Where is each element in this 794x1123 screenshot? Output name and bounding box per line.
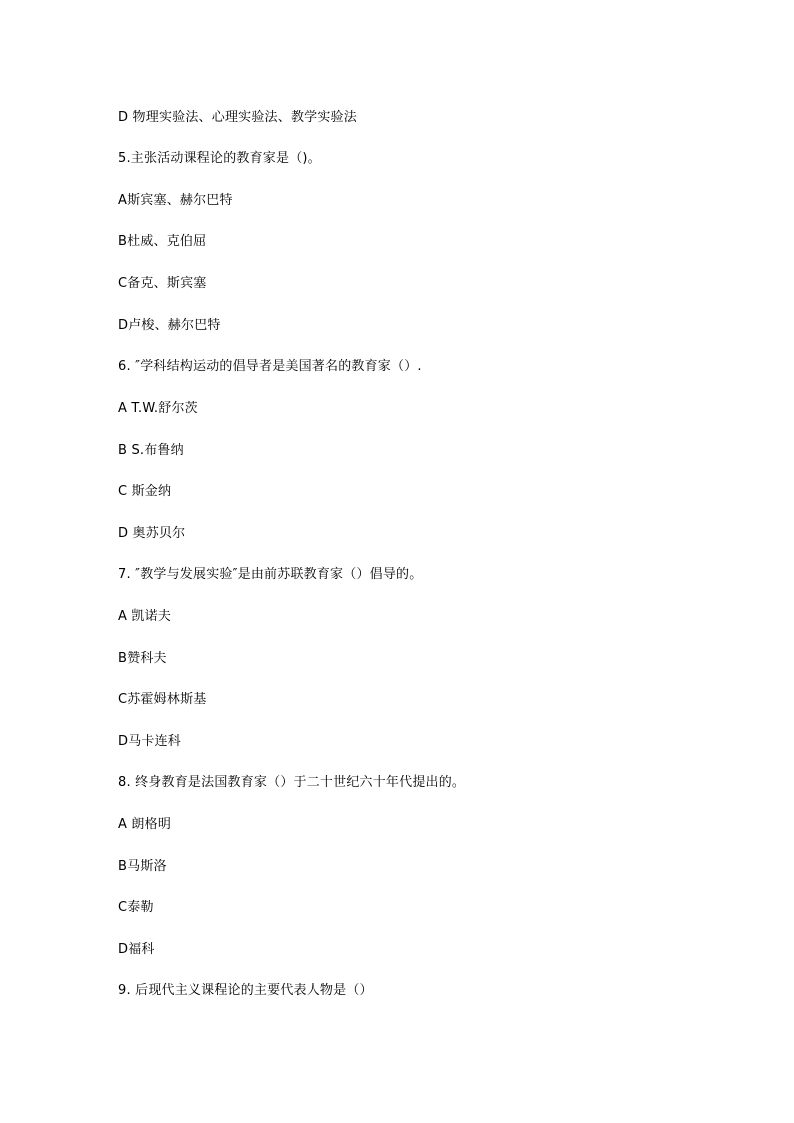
option-d-q8: D福科 [118, 942, 155, 957]
option-b-q6: B S.布鲁纳 [118, 443, 184, 458]
option-c-q8: C泰勒 [118, 900, 154, 915]
option-d-q6: D 奥苏贝尔 [118, 526, 186, 541]
question-9: 9. 后现代主义课程论的主要代表人物是（） [118, 983, 373, 998]
question-5: 5.主张活动课程论的教育家是（)。 [118, 151, 321, 166]
question-6: 6. ″学科结构运动的倡导者是美国著名的教育家（）. [118, 359, 422, 374]
option-d-q4: D 物理实验法、心理实验法、教学实验法 [118, 110, 357, 125]
option-a-q6: A T.W.舒尔茨 [118, 401, 198, 416]
option-d-q7: D马卡连科 [118, 734, 182, 749]
option-c-q6: C 斯金纳 [118, 484, 172, 499]
option-a-q5: A斯宾塞、赫尔巴特 [118, 193, 233, 208]
option-c-q5: C备克、斯宾塞 [118, 276, 207, 291]
option-b-q8: B马斯洛 [118, 859, 167, 874]
option-a-q7: A 凯诺夫 [118, 609, 172, 624]
option-c-q7: C苏霍姆林斯基 [118, 692, 207, 707]
option-b-q5: B杜威、克伯屈 [118, 234, 207, 249]
question-7: 7. ″教学与发展实验″是由前苏联教育家（）倡导的。 [118, 567, 423, 582]
option-b-q7: B赞科夫 [118, 651, 167, 666]
question-8: 8. 终身教育是法国教育家（）于二十世纪六十年代提出的。 [118, 775, 466, 790]
option-a-q8: A 朗格明 [118, 817, 172, 832]
option-d-q5: D卢梭、赫尔巴特 [118, 318, 221, 333]
